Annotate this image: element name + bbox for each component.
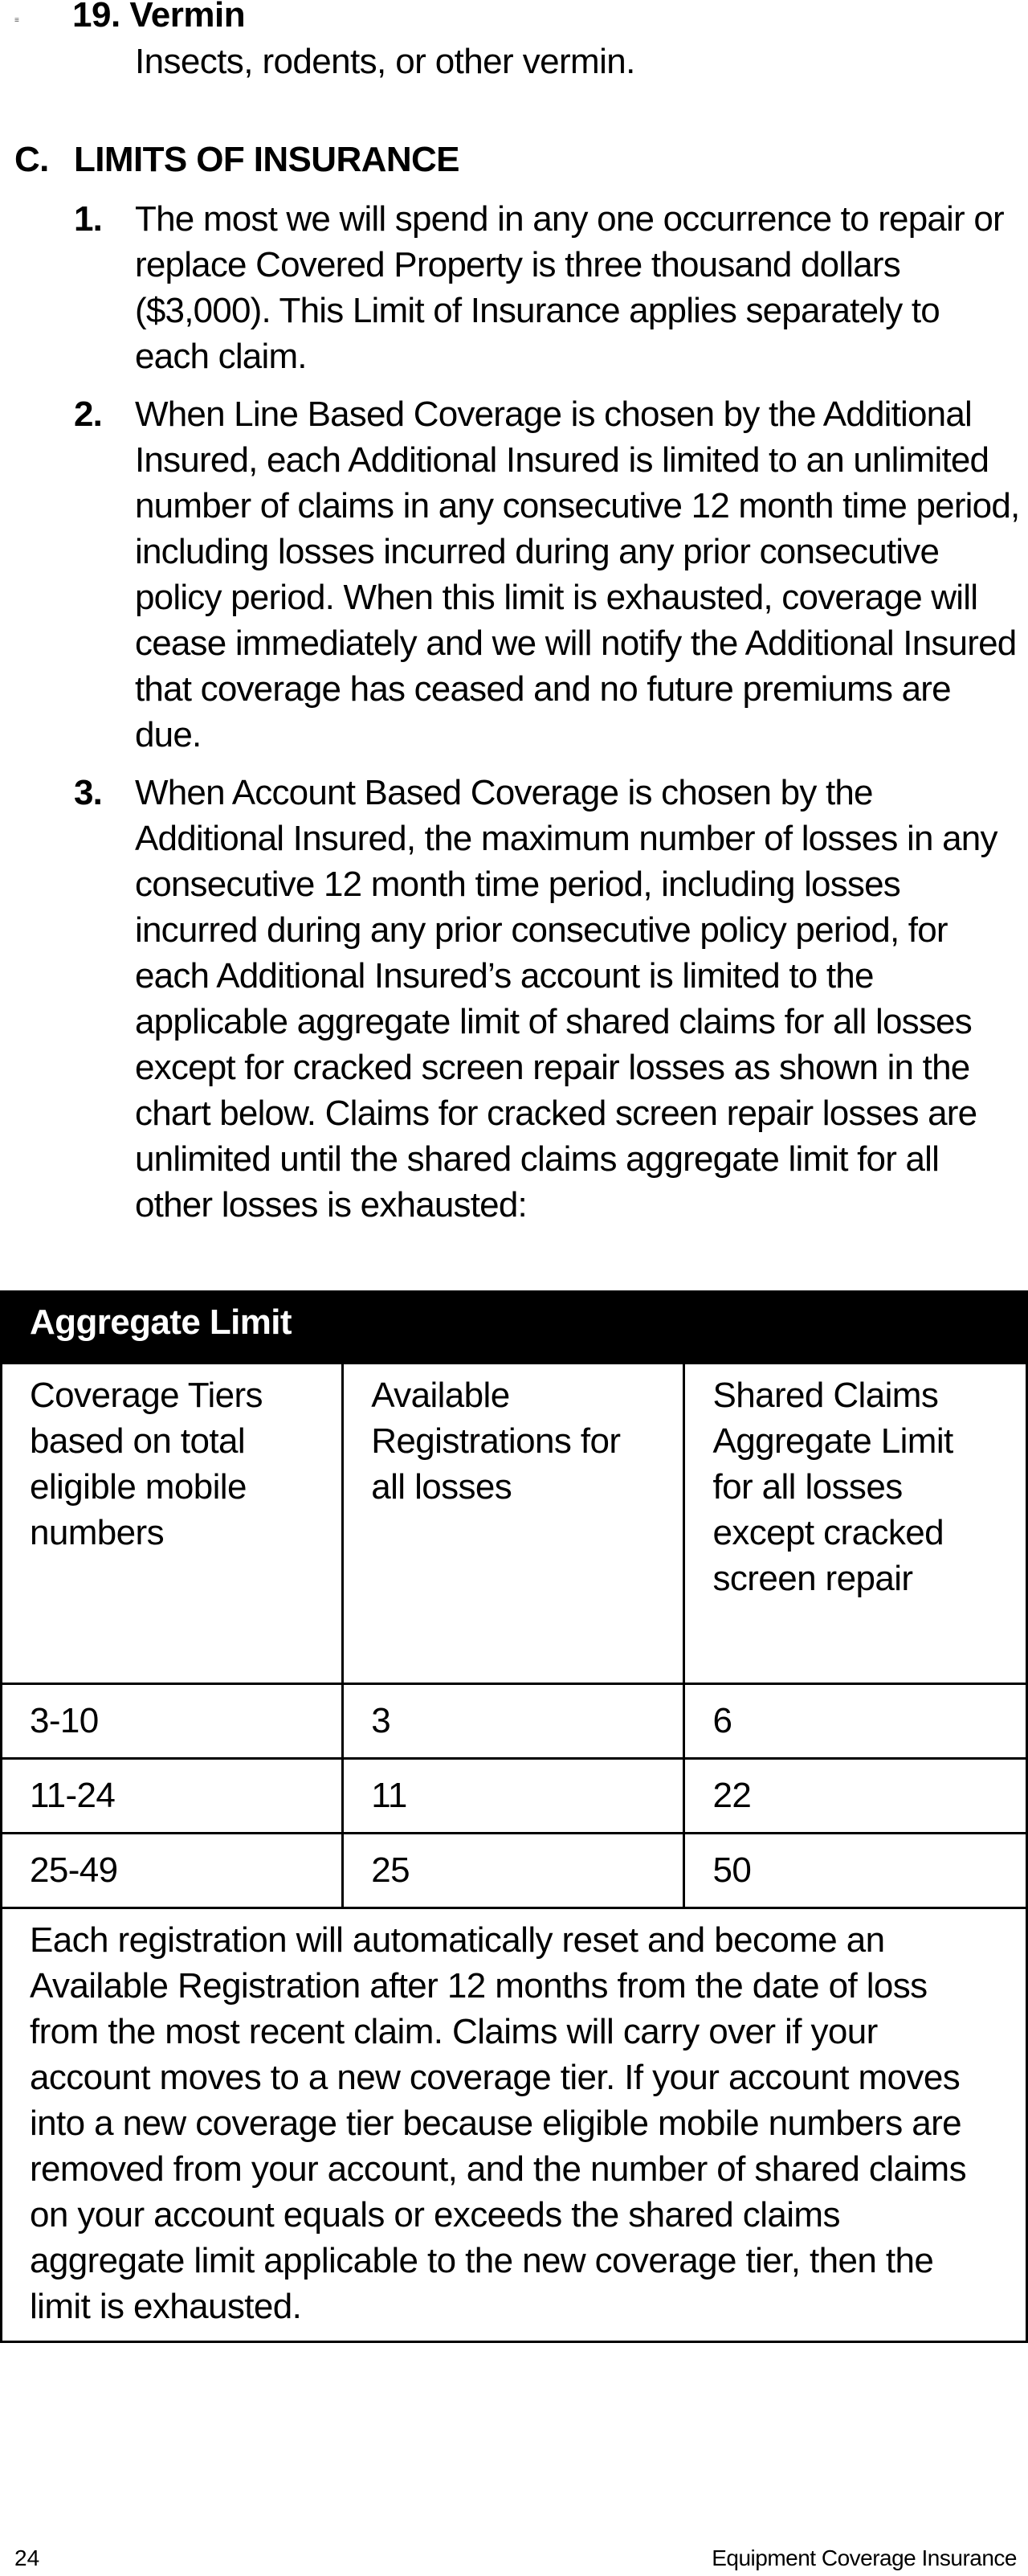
list-item-text: When Account Based Coverage is chosen by the Additional Insured, the maximum number of losses in any consecutive 12 month time period, including losses incurred during any prior consecutive policy period, for each Additional Insured’s account is limited to the applicable aggregate limit of shared claims for all losses except for cracked screen repair losses as shown in the chart below. Claims for cracked screen repair losses are unlimited until the shared claims aggregate limit for all other losses is exhausted: [135,773,997,1225]
table-note: Each registration will automatically reset and become an Available Registration after 12 months from the date of loss from the most recent claim. Claims will carry over if your account moves to a new coverage tier. If your account moves into a new coverage tier because eligible mobile numbers are removed from your account, and the number of shared claims on your account equals or exceeds the shared claims aggregate limit applicable to the new coverage tier, then the limit is exhausted. [2,1908,1027,2342]
table-cell: 22 [684,1759,1027,1834]
document-title: Equipment Coverage Insurance [712,2545,1017,2570]
table-row [2,1834,1027,1908]
page-number: 24 [14,2545,40,2570]
section-c-heading [14,140,459,180]
item-19-body: Insects, rodents, or other vermin. [135,42,635,81]
table-header-row [2,1364,1027,1684]
list-item-number: 1. [74,199,103,239]
list-item-text: When Line Based Coverage is chosen by the Additional Insured, each Additional Insured is limited to an unlimited number of claims in any consecutive 12 month time period, including losses incurred during any prior consecutive policy period. When this limit is exhausted, coverage will cease immediately and we will notify the Additional Insured that coverage has ceased and no future premiums are due. [135,395,1020,754]
limits-list-item [74,770,1022,1228]
table-cell: 3-10 [2,1684,343,1759]
table-cell: 3 [343,1684,684,1759]
item-19-heading: 19. Vermin [72,0,246,35]
section-letter: C. [14,140,49,179]
table-cell: 11-24 [2,1759,343,1834]
table-row [2,1759,1027,1834]
limits-list-item [74,196,1022,379]
corner-mark: ≡ [14,16,19,25]
list-item-number: 2. [74,395,103,434]
limits-list [74,196,1022,1240]
column-header: Shared Claims Aggregate Limit for all losses except cracked screen repair [684,1364,1027,1684]
table-cell: 50 [684,1834,1027,1908]
list-item-text: The most we will spend in any one occurrence to repair or replace Covered Property is three thousand dollars ($3,000). This Limit of Insurance applies separately to each claim. [135,199,1004,376]
aggregate-limit-table [0,1290,1028,2343]
table-cell: 6 [684,1684,1027,1759]
list-item-number: 3. [74,773,103,812]
column-header: Coverage Tiers based on total eligible mobile numbers [2,1364,343,1684]
table-cell: 25 [343,1834,684,1908]
table-cell: 25-49 [2,1834,343,1908]
table-cell: 11 [343,1759,684,1834]
column-header: Available Registrations for all losses [343,1364,684,1684]
limits-list-item [74,391,1022,758]
section-title: LIMITS OF INSURANCE [74,140,459,179]
table-row [2,1684,1027,1759]
table-title: Aggregate Limit [2,1292,1027,1364]
